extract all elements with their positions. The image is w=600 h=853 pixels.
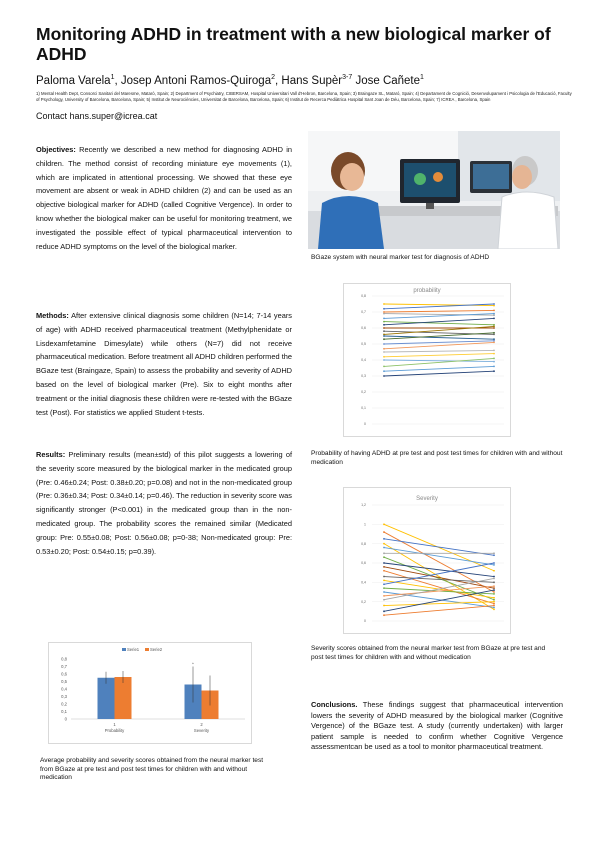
y-tick-label: 0,6 — [361, 326, 366, 331]
data-point — [493, 334, 495, 336]
y-tick-label: 0,6 — [361, 561, 366, 566]
data-point — [493, 324, 495, 326]
series-line — [384, 354, 494, 357]
data-point — [383, 580, 385, 582]
data-point — [383, 570, 385, 572]
data-point — [383, 552, 385, 554]
data-point — [383, 599, 385, 601]
severity-caption: Severity scores obtained from the neural marker test from BGaze at pre test and post test times for children with and without medication — [311, 645, 546, 661]
y-tick-label: 0,3 — [61, 693, 67, 699]
author-name: Jose Cañete — [355, 74, 421, 87]
data-point — [493, 303, 495, 305]
data-point — [493, 605, 495, 607]
data-point — [493, 603, 495, 605]
y-tick-label: 0,8 — [361, 294, 366, 299]
data-point — [493, 581, 495, 583]
data-point — [493, 326, 495, 328]
severity-chart-svg — [344, 488, 510, 633]
data-point — [383, 583, 385, 585]
conclusions-text: These findings suggest that pharmaceutical intervention lowers the severity of ADHD measured by the biological marker (Cognitive Vergence) of the BGaze test. A study (currently undertaken) with larger patient sample is needed to confirm whether Cognitive Vergence assessmentcan be used as a tool to monitor pharmaceutical treatment. — [311, 700, 563, 752]
data-point — [493, 340, 495, 342]
objectives-section — [36, 143, 292, 253]
series-line — [384, 571, 494, 604]
affiliations: 1) Mental Health Dept, Consorci Sanitari del Maresme, Mataró, Spain; 2) Department of Psychiatry, CIBERSAM, Hospital Universitari Vall d'Hebron, Barcelona, Spain; 3) Braingaze SL, Mataró, Spain; 4) Departament de Cognició, Desenvolupament i Psicologia de l'Educació, Faculty of Psychology, University of Barcelona, Barcelona, Spain; 5) Institut de Neurociències, Universitat de Barcelona, Barcelona, Spain; 6) Institut de Recerca Pediàtrica Hospital Sant Joan de Déu, Barcelona, Spain; 7) ICREA , Barcelona, Spain — [36, 91, 572, 102]
data-point — [383, 566, 385, 568]
results-section — [36, 448, 292, 558]
poster-title: Monitoring ADHD in treatment with a new biological marker of ADHD — [36, 24, 551, 64]
data-point — [493, 564, 495, 566]
legend-label-serie2: Serie2 — [150, 647, 163, 652]
data-point — [493, 313, 495, 315]
data-point — [493, 607, 495, 609]
data-point — [383, 327, 385, 329]
data-point — [383, 587, 385, 589]
bgaze-photo-illustration — [308, 131, 560, 249]
data-point — [383, 321, 385, 323]
series-line — [384, 336, 494, 339]
data-point — [493, 597, 495, 599]
y-tick-label: 0 — [364, 422, 366, 427]
data-point — [493, 310, 495, 312]
series-line — [384, 371, 494, 376]
severity-chart — [343, 487, 511, 634]
photo-caption: BGaze system with neural marker test for diagnosis of ADHD — [311, 254, 490, 261]
y-tick-label: 0,7 — [361, 310, 366, 315]
y-tick-label: 0,4 — [61, 686, 67, 692]
data-point — [383, 351, 385, 353]
data-point — [493, 589, 495, 591]
data-point — [383, 308, 385, 310]
data-point — [493, 593, 495, 595]
data-point — [493, 314, 495, 316]
data-point — [383, 531, 385, 533]
methods-heading: Methods: — [36, 311, 69, 320]
data-point — [383, 334, 385, 336]
data-point — [383, 523, 385, 525]
y-tick-label: 0,2 — [61, 701, 67, 707]
contact-email: Contact hans.super@icrea.cat — [36, 111, 158, 121]
data-point — [383, 313, 385, 315]
data-point — [383, 562, 385, 564]
author-affiliation-number: 1 — [110, 74, 115, 81]
data-point — [383, 591, 385, 593]
data-point — [493, 570, 495, 572]
data-point — [383, 605, 385, 607]
series-line — [384, 590, 494, 611]
data-point — [493, 366, 495, 368]
data-point — [493, 332, 495, 334]
data-point — [383, 311, 385, 313]
author-affiliation-number: 3-7 — [342, 74, 353, 81]
legend-swatch-serie1 — [122, 648, 126, 651]
data-point — [493, 552, 495, 554]
data-point — [383, 338, 385, 340]
series-line — [384, 539, 494, 555]
data-point — [493, 342, 495, 344]
author-affiliation-number: 2 — [271, 74, 275, 81]
severity-chart-title: Severity — [416, 496, 438, 502]
data-point — [383, 595, 385, 597]
x-tick-label: 1 — [113, 722, 116, 727]
data-point — [493, 591, 495, 593]
data-point — [493, 609, 495, 611]
data-point — [383, 610, 385, 612]
data-point — [493, 370, 495, 372]
results-heading: Results: — [36, 450, 66, 459]
y-tick-label: 0,1 — [61, 708, 67, 714]
data-point — [383, 324, 385, 326]
data-point — [383, 370, 385, 372]
data-point — [383, 576, 385, 578]
series-line — [384, 318, 494, 324]
data-point — [383, 335, 385, 337]
bar — [115, 677, 132, 719]
y-tick-label: 0,6 — [61, 671, 67, 677]
data-point — [383, 348, 385, 350]
probability-caption: Probability of having ADHD at pre test and post test times for children with and without medication — [311, 450, 563, 466]
data-point — [383, 343, 385, 345]
series-line — [384, 366, 494, 371]
data-point — [493, 599, 495, 601]
data-point — [383, 303, 385, 305]
data-point — [383, 547, 385, 549]
data-point — [493, 327, 495, 329]
data-point — [383, 330, 385, 332]
data-point — [383, 543, 385, 545]
data-point — [493, 318, 495, 320]
averages-caption: Average probability and severity scores obtained from the neural marker test from BGaze at pre test and post test times for children with and without medication — [40, 757, 264, 782]
probability-chart-title: probability — [413, 288, 441, 294]
data-point — [493, 554, 495, 556]
y-tick-label: 0 — [364, 619, 366, 624]
data-point — [493, 576, 495, 578]
y-tick-label: 0,3 — [361, 374, 366, 379]
probability-chart — [343, 283, 511, 437]
y-tick-label: 0,5 — [361, 342, 366, 347]
data-point — [493, 361, 495, 363]
y-tick-label: 0 — [64, 716, 67, 722]
data-point — [493, 585, 495, 587]
conclusions-heading: Conclusions. — [311, 700, 358, 709]
y-tick-label: 0,8 — [361, 541, 366, 546]
y-tick-label: 1 — [364, 522, 366, 527]
legend-label-serie1: Serie1 — [127, 647, 140, 652]
legend-swatch-serie2 — [145, 648, 149, 651]
author-list: Paloma Varela$^1$, Josep Antoni Ramos-Quiroga$^2$, Hans Supèr$^{3-7}$ Jose Cañete$^1$ — [36, 74, 424, 87]
data-point — [493, 338, 495, 340]
data-point — [493, 305, 495, 307]
series-line — [384, 322, 494, 325]
y-tick-label: 0,8 — [61, 656, 67, 662]
average-scores-chart — [48, 642, 252, 744]
category-label: Probability — [104, 728, 125, 733]
y-tick-label: 0,2 — [361, 390, 366, 395]
data-point — [383, 556, 385, 558]
objectives-text: Recently we described a new method for diagnosing ADHD in children. The method consist of recording miniature eye movements (1), which are implicated in attentional processing. We showed that these eye movement are absent or weak in ADHD children (2) and can be used as an objective biological marker for ADHD (called Cognitive Vergence). In order to know whether the biological maker can be useful for monitoring treatment, we investigated the possible effect of typical pharmaceutical intervention to reduce ADHD symptoms on the level of the biological marker. — [36, 145, 292, 251]
author-name: Paloma Varela — [36, 74, 111, 87]
series-line — [384, 350, 494, 352]
probability-chart-svg — [344, 284, 510, 436]
author-name: Hans Supèr — [281, 74, 343, 87]
data-point — [493, 601, 495, 603]
significance-marker: * — [192, 661, 194, 667]
y-tick-label: 0,7 — [61, 663, 67, 669]
data-point — [383, 359, 385, 361]
series-line — [384, 358, 494, 366]
data-point — [493, 353, 495, 355]
data-point — [493, 350, 495, 352]
series-line — [384, 333, 494, 339]
data-point — [493, 578, 495, 580]
bgaze-photo — [308, 131, 560, 249]
objectives-heading: Objectives: — [36, 145, 76, 154]
y-tick-label: 0,2 — [361, 599, 366, 604]
average-scores-chart-svg — [49, 643, 251, 743]
y-tick-label: 0,1 — [361, 406, 366, 411]
data-point — [383, 356, 385, 358]
x-tick-label: 2 — [200, 722, 203, 727]
methods-section — [36, 309, 292, 419]
conclusions-section — [311, 700, 563, 753]
category-label: Severity — [193, 728, 210, 733]
data-point — [493, 562, 495, 564]
results-text: Preliminary results (mean±std) of this pilot suggests a lowering of the severity score measured by the biological marker in the medicated group (Pre: 0.46±0.24; Post: 0.38±0.20; p=0.08) and not in the non-medicated group (Pre: 0.36±0.34; Post: 0.34±0.14; p=0.46). The reduction in severity score was significantly stronger (P<0.001) in the medicated group than in the non-medicated group. The probability scores the remained similar (Medicated group: Pre: 0.55±0.08; Post: 0.56±0.08; p=0-38; Non-medicated group: Pre: 0.53±0.20; Post: 0.54±0.15; p=0.39). — [36, 450, 292, 556]
y-tick-label: 0,4 — [361, 358, 366, 363]
data-point — [383, 318, 385, 320]
data-point — [383, 375, 385, 377]
data-point — [383, 366, 385, 368]
author-affiliation-number: 1 — [420, 74, 424, 81]
data-point — [383, 538, 385, 540]
author-name: Josep Antoni Ramos-Quiroga — [120, 74, 272, 87]
data-point — [383, 614, 385, 616]
y-tick-label: 0,5 — [61, 678, 67, 684]
series-line — [384, 606, 494, 616]
series-line — [384, 586, 494, 596]
y-tick-label: 1,2 — [361, 503, 366, 508]
methods-text: After extensive clinical diagnosis some children (N=14; 7-14 years of age) with ADHD received pharmaceutical treatment (Methylphenidate or Lisdexamfetamine Dimesylate) while others (N=7) did not receive pharmaceutical medication. Before treatment all ADHD children performed the BGaze test (Braingaze, Spain) to assess the probability and severity of ADHD based on the level of biological marker (Pre). Six to eight months after treatment or the initial diagnosis these children were re-tested with the BGaze test (Post). For statistics we applied Student t-tests. — [36, 311, 292, 417]
y-tick-label: 0,4 — [361, 580, 366, 585]
data-point — [493, 587, 495, 589]
data-point — [493, 358, 495, 360]
bar — [98, 678, 115, 719]
